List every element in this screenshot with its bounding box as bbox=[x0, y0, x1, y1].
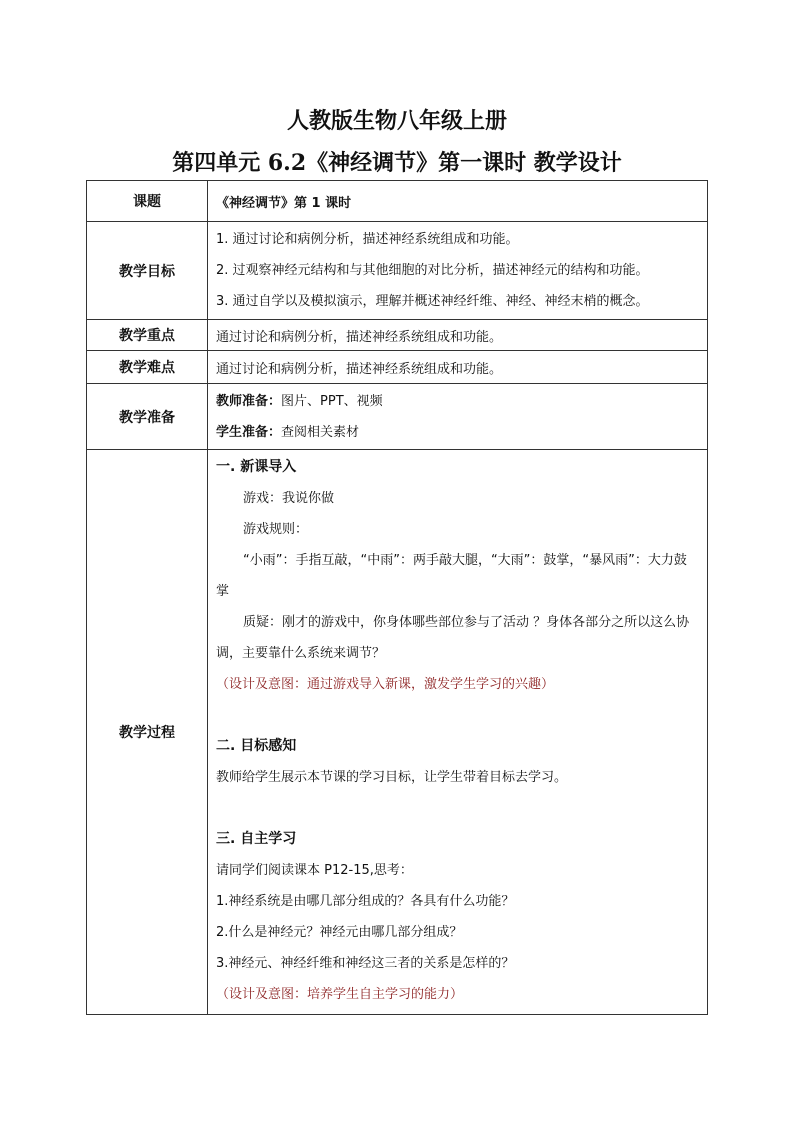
section-heading: 三. 自主学习 bbox=[216, 831, 297, 847]
game-rules-label: 游戏规则： bbox=[243, 522, 309, 537]
paragraph: 教师给学生展示本节课的学习目标，让学生带着目标去学习。 bbox=[216, 770, 568, 785]
document-title: 人教版生物八年级上册 bbox=[286, 108, 507, 134]
student-prep-value: 查阅相关素材 bbox=[281, 424, 360, 440]
process-cell bbox=[208, 450, 708, 1015]
row-label-topic: 课题 bbox=[87, 181, 208, 222]
teacher-prep-label: 教师准备： bbox=[216, 393, 282, 409]
row-label-process: 教学过程 bbox=[87, 450, 208, 1015]
document-subtitle: 第四单元 6.2《神经调节》第一课时 教学设计 bbox=[172, 150, 622, 176]
spacer bbox=[216, 700, 699, 731]
section-heading: 一. 新课导入 bbox=[216, 459, 297, 475]
key-value: 通过讨论和病例分析，描述神经系统组成和功能。 bbox=[208, 320, 708, 351]
lesson-plan-table bbox=[86, 180, 708, 1015]
design-intent: （设计及意图：通过游戏导入新课，激发学生学习的兴趣） bbox=[216, 677, 555, 692]
design-intent: （设计及意图：培养学生自主学习的能力） bbox=[216, 987, 464, 1002]
question-item: 2.什么是神经元？神经元由哪几部分组成？ bbox=[216, 925, 463, 940]
question-item: 1.神经系统是由哪几部分组成的？各具有什么功能？ bbox=[216, 894, 515, 909]
table-row bbox=[87, 181, 708, 222]
table-row bbox=[87, 351, 708, 384]
goal-item: 2. 过观察神经元结构和与其他细胞的对比分析，描述神经元的结构和功能。 bbox=[216, 263, 649, 278]
table-row bbox=[87, 222, 708, 320]
section-heading: 二. 目标感知 bbox=[216, 738, 297, 754]
teacher-prep bbox=[216, 386, 699, 417]
spacer bbox=[216, 793, 699, 824]
student-prep-label: 学生准备： bbox=[216, 424, 282, 440]
table-row bbox=[87, 450, 708, 1015]
row-label-key: 教学重点 bbox=[87, 320, 208, 351]
topic-value: 《神经调节》第 1 课时 bbox=[208, 181, 708, 222]
table-row bbox=[87, 384, 708, 450]
row-label-difficulty: 教学难点 bbox=[87, 351, 208, 384]
goal-item: 1. 通过讨论和病例分析，描述神经系统组成和功能。 bbox=[216, 232, 519, 247]
student-prep bbox=[216, 417, 699, 448]
row-label-prep: 教学准备 bbox=[87, 384, 208, 450]
goals-cell bbox=[208, 222, 708, 320]
question-text: 质疑：刚才的游戏中，你身体哪些部位参与了活动 ？身体各部分之所以这么协调，主要靠什么系统来调节？ bbox=[216, 615, 690, 661]
table-row bbox=[87, 320, 708, 351]
difficulty-value: 通过讨论和病例分析，描述神经系统组成和功能。 bbox=[208, 351, 708, 384]
game-rules-text: “小雨”：手指互敲，“中雨”：两手敲大腿，“大雨”：鼓掌，“暴风雨”：大力鼓掌 bbox=[216, 553, 687, 599]
teacher-prep-value: 图片、PPT、视频 bbox=[281, 393, 383, 409]
row-label-goals: 教学目标 bbox=[87, 222, 208, 320]
paragraph: 请同学们阅读课本 P12-15,思考： bbox=[216, 863, 413, 878]
goal-item: 3. 通过自学以及模拟演示，理解并概述神经纤维、神经、神经末梢的概念。 bbox=[216, 294, 649, 309]
question-item: 3.神经元、神经纤维和神经这三者的关系是怎样的？ bbox=[216, 956, 515, 971]
game-name: 游戏：我说你做 bbox=[243, 491, 335, 506]
prep-cell bbox=[208, 384, 708, 450]
